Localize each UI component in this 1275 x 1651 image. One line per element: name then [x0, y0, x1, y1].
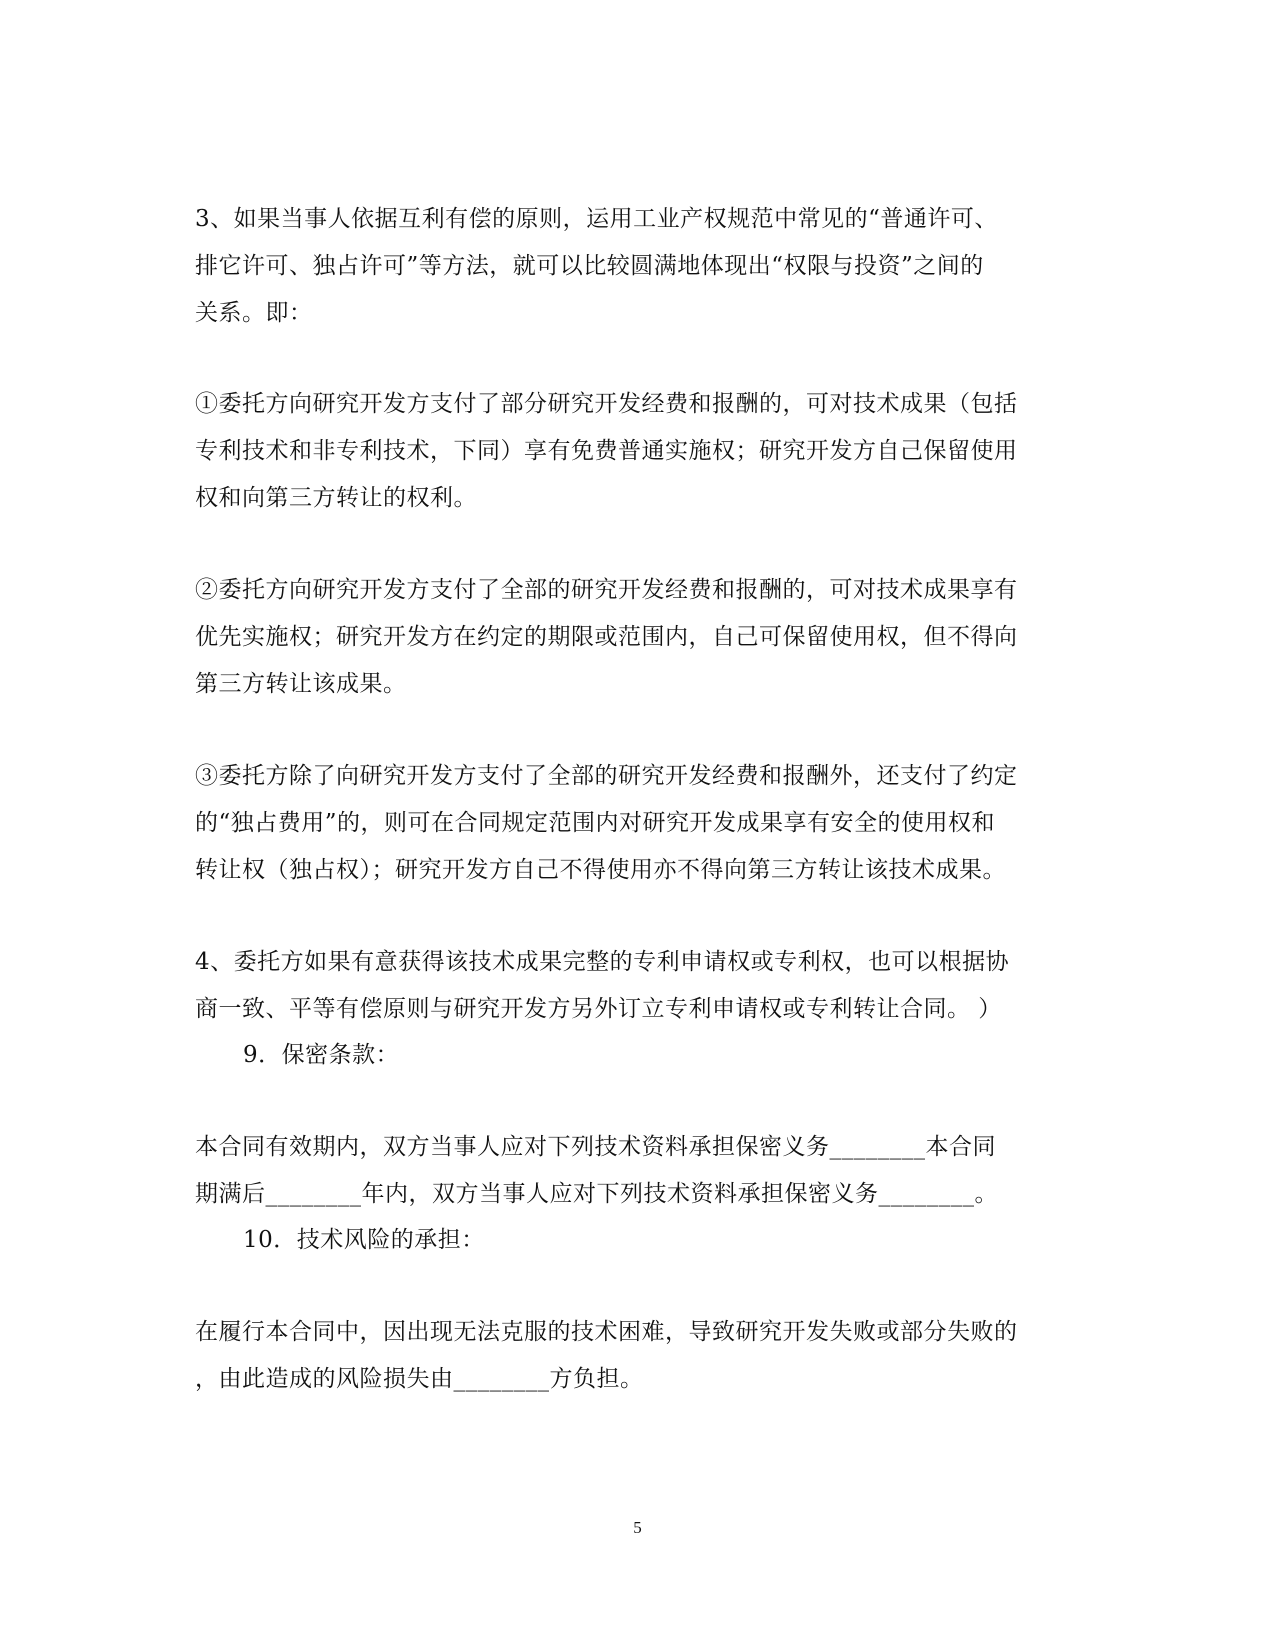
item-1-line-1: ①委托方向研究开发方支付了部分研究开发经费和报酬的，可对技术成果（包括 [195, 391, 1018, 417]
section-9-line-1: 本合同有效期内，双方当事人应对下列技术资料承担保密义务________本合同 [195, 1134, 996, 1160]
section-10-line-2: ，由此造成的风险损失由________方负担。 [195, 1366, 644, 1392]
item-2-line-3: 第三方转让该成果。 [195, 671, 407, 697]
page-number: 5 [633, 1518, 642, 1537]
section-10-heading: 10．技术风险的承担： [243, 1227, 485, 1253]
item-1-line-3: 权和向第三方转让的权利。 [195, 485, 477, 511]
paragraph-3-line-1: 3、如果当事人依据互利有偿的原则，运用工业产权规范中常见的“普通许可、 [195, 206, 998, 232]
paragraph-3-line-2: 排它许可、独占许可”等方法，就可以比较圆满地体现出“权限与投资”之间的 [195, 253, 984, 279]
section-9-line-2: 期满后________年内，双方当事人应对下列技术资料承担保密义务________。 [195, 1181, 998, 1207]
item-2-line-2: 优先实施权；研究开发方在约定的期限或范围内，自己可保留使用权，但不得向 [195, 624, 1018, 650]
section-10-line-1: 在履行本合同中，因出现无法克服的技术困难，导致研究开发失败或部分失败的 [195, 1319, 1018, 1345]
item-3-line-1: ③委托方除了向研究开发方支付了全部的研究开发经费和报酬外，还支付了约定 [195, 763, 1018, 789]
paragraph-4-line-1: 4、委托方如果有意获得该技术成果完整的专利申请权或专利权，也可以根据协 [195, 949, 1010, 975]
section-9-heading: 9．保密条款： [243, 1042, 400, 1068]
paragraph-4-line-2: 商一致、平等有偿原则与研究开发方另外订立专利申请权或专利转让合同。 ） [195, 996, 1002, 1022]
item-2-line-1: ②委托方向研究开发方支付了全部的研究开发经费和报酬的，可对技术成果享有 [195, 577, 1018, 603]
item-3-line-3: 转让权（独占权）；研究开发方自己不得使用亦不得向第三方转让该技术成果。 [195, 857, 1006, 883]
item-3-line-2: 的“独占费用”的，则可在合同规定范围内对研究开发成果享有安全的使用权和 [195, 810, 996, 836]
paragraph-3-line-3: 关系。即： [195, 300, 313, 326]
item-1-line-2: 专利技术和非专利技术，下同）享有免费普通实施权；研究开发方自己保留使用 [195, 438, 1018, 464]
